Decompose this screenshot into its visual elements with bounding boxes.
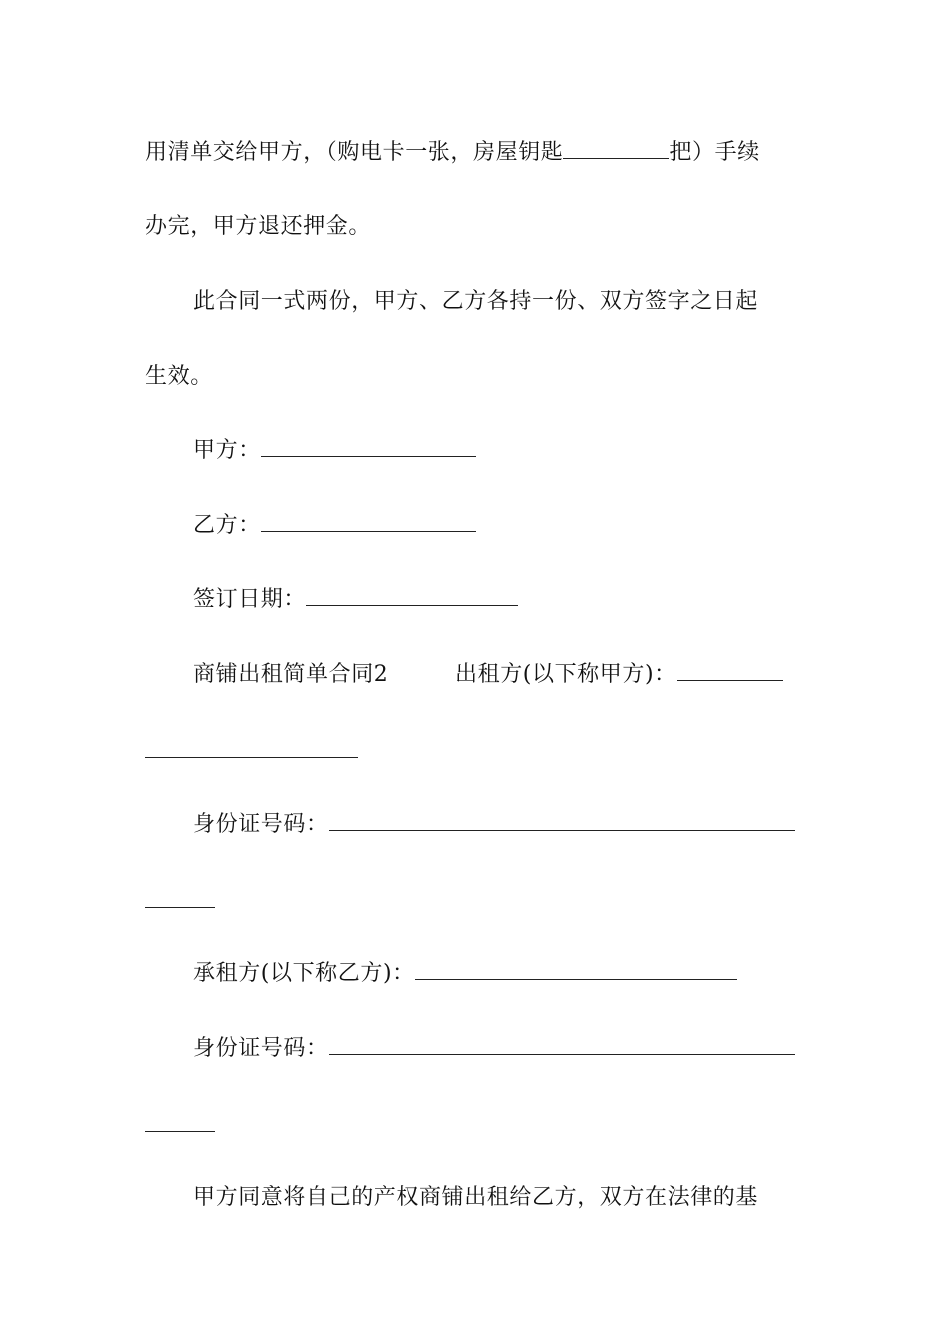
- party-b-line: [193, 511, 476, 541]
- paragraph-line: 生效。: [145, 364, 213, 389]
- lessor-id-line: [193, 810, 795, 840]
- party-b-signature-blank[interactable]: [261, 511, 476, 532]
- lessee-id-blank[interactable]: [329, 1034, 795, 1055]
- lessor-id-blank[interactable]: [329, 810, 795, 831]
- lessor-id-blank-continued[interactable]: [145, 907, 215, 908]
- lessee-id-label: 身份证号码：: [193, 1036, 329, 1061]
- lessee-name-blank[interactable]: [415, 959, 737, 980]
- sign-date-line: [193, 585, 518, 615]
- party-a-line: [193, 436, 476, 466]
- lessor-label: 出租方(以下称甲方)：: [455, 662, 677, 687]
- lessee-id-line: [193, 1034, 795, 1064]
- lessee-line: [193, 959, 737, 989]
- lessor-line: [455, 660, 783, 690]
- lessee-label: 承租方(以下称乙方)：: [193, 961, 415, 986]
- text: 把）手续: [669, 140, 760, 165]
- lessor-name-blank-continued[interactable]: [145, 757, 358, 758]
- paragraph-line: 甲方同意将自己的产权商铺出租给乙方，双方在法律的基: [193, 1185, 759, 1210]
- party-b-label: 乙方：: [193, 513, 261, 538]
- lessee-id-blank-continued[interactable]: [145, 1131, 215, 1132]
- paragraph-line: 办完，甲方退还押金。: [145, 214, 372, 239]
- key-count-blank[interactable]: [563, 138, 669, 159]
- party-a-label: 甲方：: [193, 438, 261, 463]
- text: 用清单交给甲方，（购电卡一张，房屋钥匙: [145, 140, 564, 165]
- paragraph-line: 此合同一式两份，甲方、乙方各持一份、双方签字之日起: [193, 289, 759, 314]
- lessor-id-label: 身份证号码：: [193, 812, 329, 837]
- sign-date-blank[interactable]: [306, 585, 518, 606]
- sign-date-label: 签订日期：: [193, 587, 307, 612]
- paragraph-line: [145, 138, 760, 168]
- contract-title: 商铺出租简单合同2: [193, 662, 389, 687]
- lessor-name-blank[interactable]: [677, 660, 783, 681]
- party-a-signature-blank[interactable]: [261, 436, 476, 457]
